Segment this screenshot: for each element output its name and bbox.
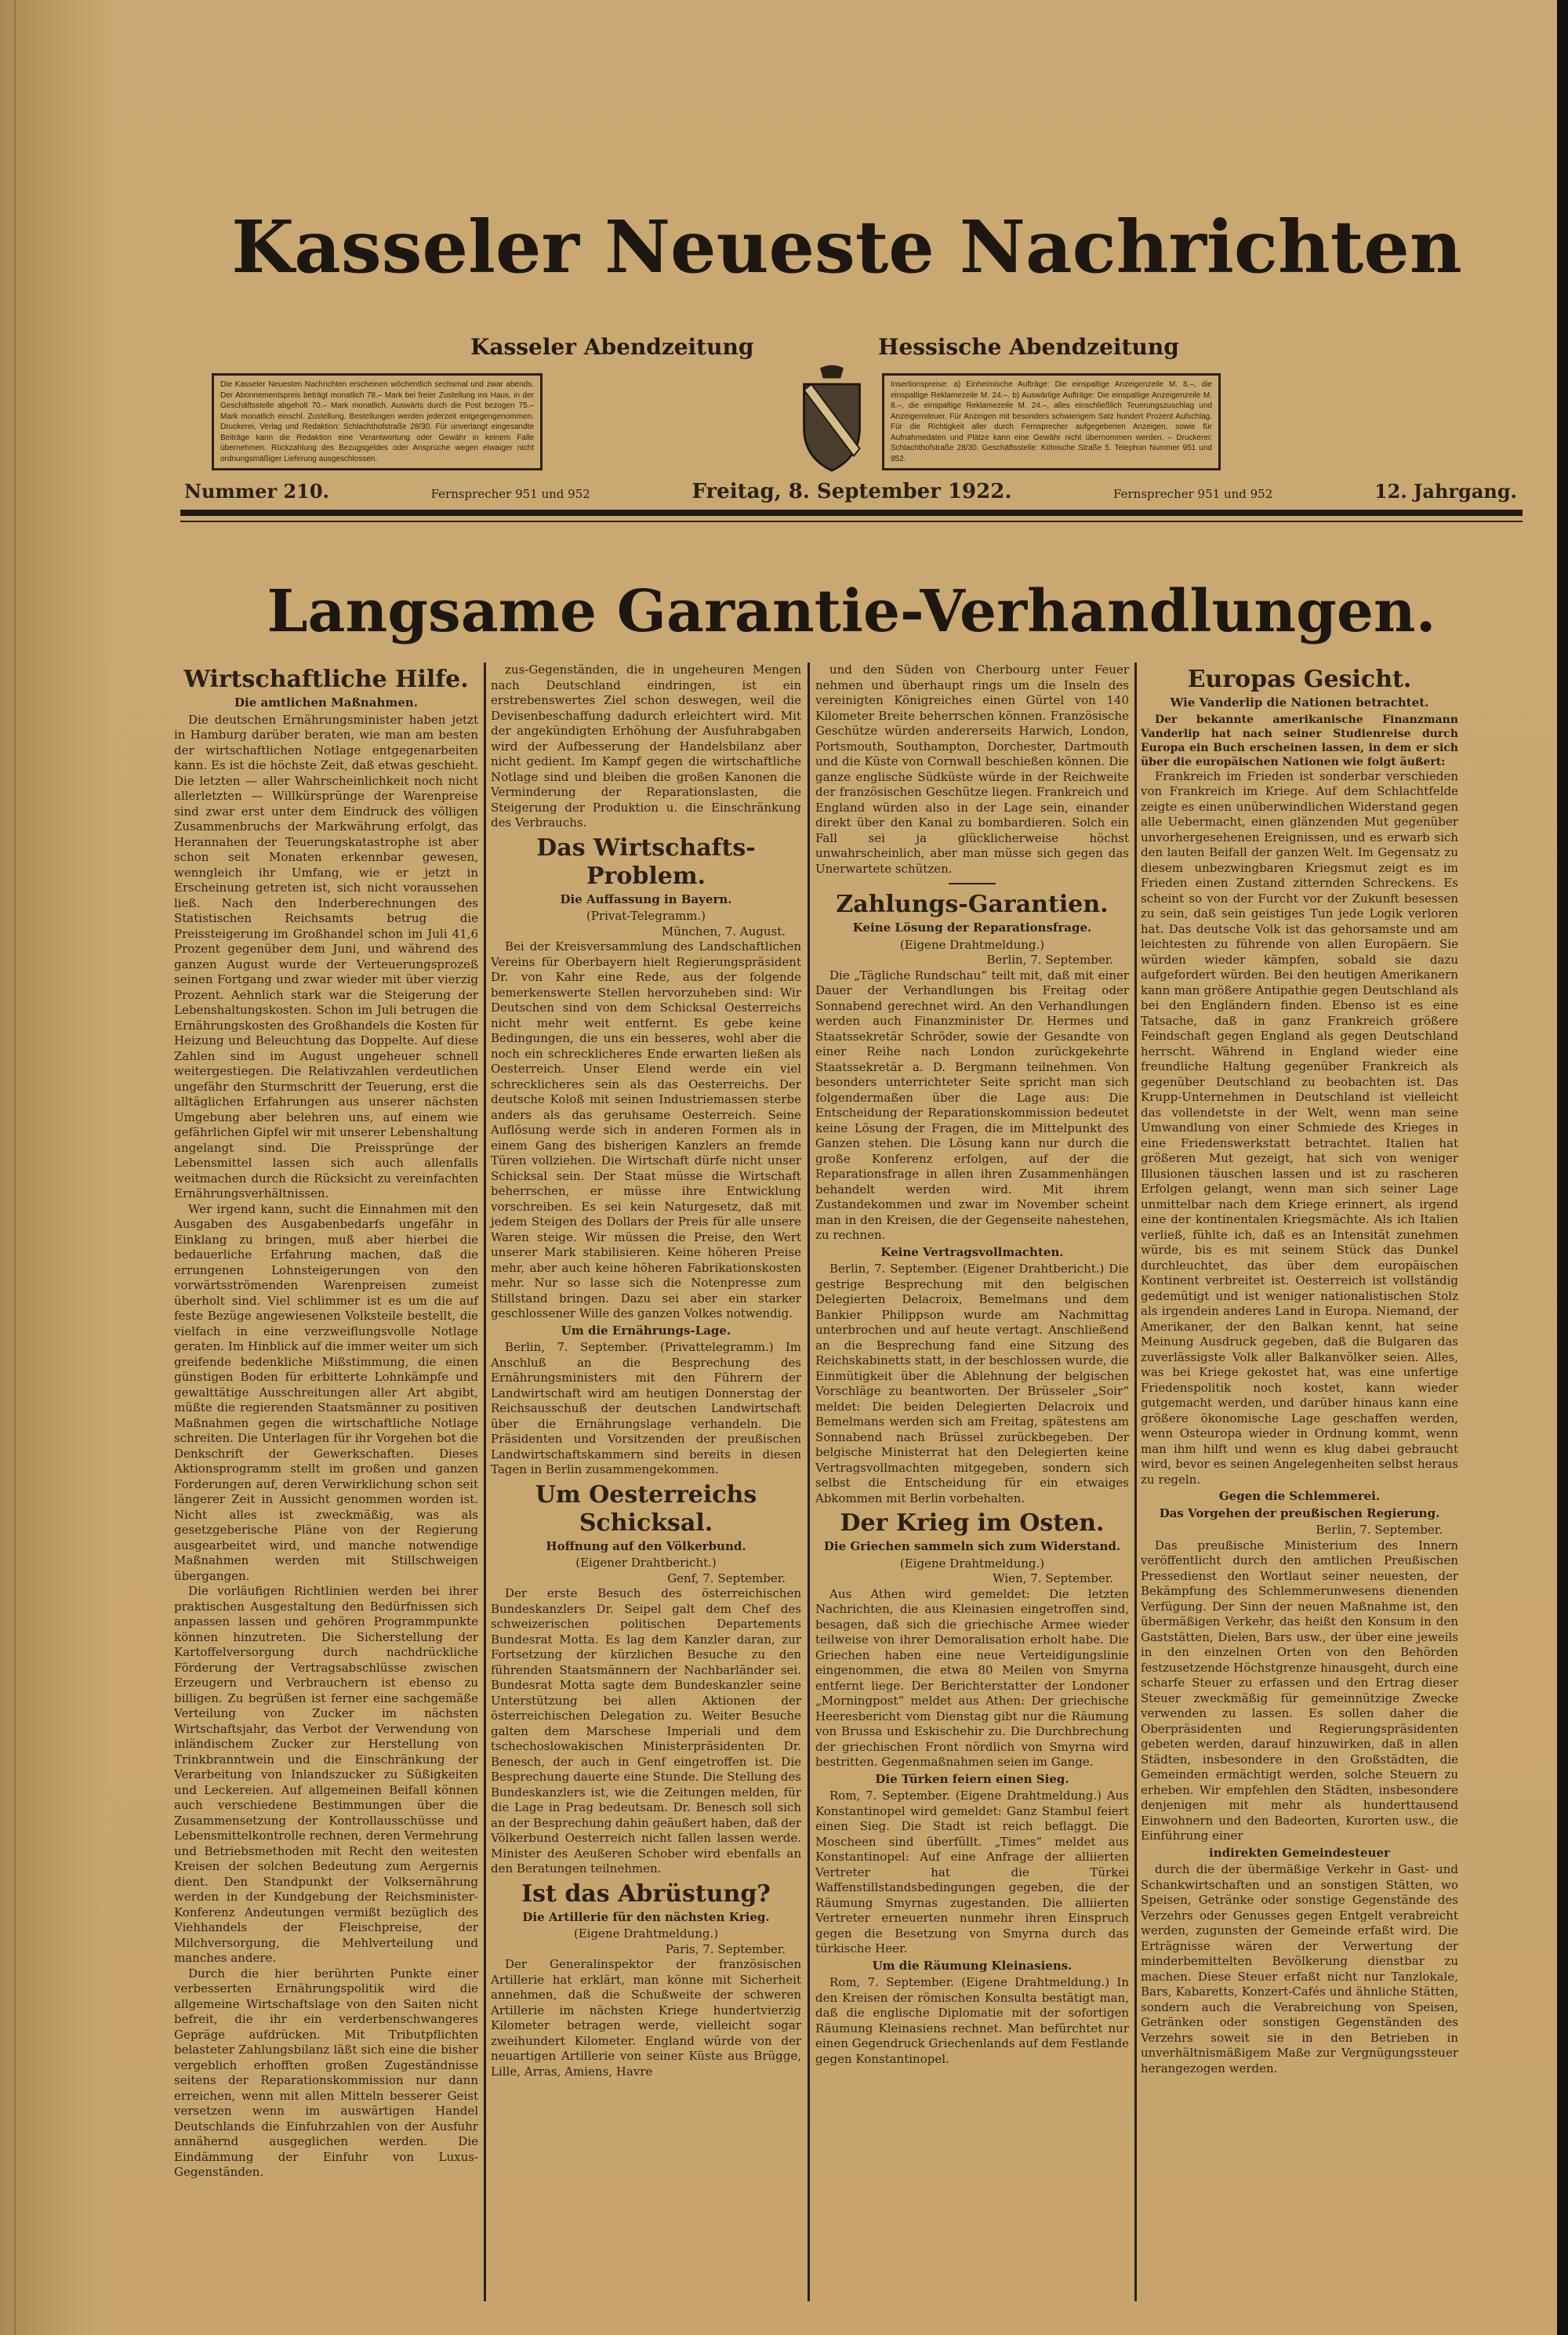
article-subheading: Gegen die Schlemmerei.	[1218, 1489, 1381, 1503]
article-subheading: Um die Ernährungs-Lage.	[561, 1323, 731, 1338]
article-paragraph: Rom, 7. September. (Eigene Drahtmeldung.) Aus Konstantinopel wird gemeldet: Ganz Stambul feiert einen Sieg. Die Stadt ist reich beflaggt. Die Moscheen sind überfüllt. „Times“ meldet aus Konstantinopel: Auf eine Anfrage der alliierten Vertreter hat die Türkei Waffenstillstandsbedingungen gegeben, die der Räumung Smyrnas zugestanden. Die alliierten Vertreter erneuerten nunmehr ihren Einspruch gegen die Besetzung von Smyrna durch das türkische Heer.	[815, 1788, 1129, 1956]
article-subheading: Die amtlichen Maßnahmen.	[234, 695, 418, 710]
article-paragraph: Das preußische Ministerium des Innern veröffentlicht durch den amtlichen Preußischen Pressedienst den Wortlaut seiner neuesten, der Bekämpfung des Schlemmerunwesens dienenden Verfügung. Der Sinn der neuen Maßnahme ist, den übermäßigen Verkehr, das heißt den Konsum in den Gaststätten, Dielen, Bars usw., der über eine jeweils in den einzelnen Orten von den Behörden festzusetzende Höchstgrenze hinausgeht, durch eine scharfe Steuer zu erfassen und den Ertrag dieser Steuer zweckmäßig für gemeinnützige Zwecke verwenden zu lassen. Es sollen daher die Oberpräsidenten und Regierungspräsidenten gebeten werden, darauf hinzuwirken, daß in allen Städten, insbesondere in den Großstädten, die Gemeinden ermächtigt werden, solche Steuern zu erheben. Wir empfehlen den Städten, insbesondere denjenigen mit mehr als hunderttausend Einwohnern und den Badeorten, Kurorten usw., die Einführung einer	[1141, 1538, 1458, 1843]
article-paragraph: Durch die hier berührten Punkte einer verbesserten Ernährungspolitik wird die allgemeine Wirtschaftslage von den Saiten nicht befreit, die ihr ein verderbenschwangeres Gepräge aufdrücken. Mit Tributpflichten belasteter Zahlungsbilanz läßt sich eine die bisher vergeblich erhofften großen Zugeständnisse seitens der Reparationskommission nur dann erreichen, wenn mit allen Mitteln besserer Geist versetzen wenn im auswärtigen Handel Deutschlands die Einfuhrzahlen von der Ausfuhr annähernd ausgeglichen werden. Die Eindämmung der Einfuhr von Luxus-Gegenständen.	[174, 1966, 478, 2179]
article-dateline: München, 7. August.	[661, 924, 786, 939]
article-subheading: Wie Vanderlip die Nationen betrachtet.	[1170, 695, 1429, 710]
subscription-info-box: Die Kasseler Neuesten Nachrichten erscheinen wöchentlich sechsmal und zwar abends. Der Abonnementspreis beträgt monatlich 78.– Mark bei freier Zustellung ins Haus, in der Geschäftsstelle abgeholt 70.– Mark monatlich. Auswärts durch die Post bezogen 75.– Mark monatlich einschl. Zustellung. Bestellungen werden jederzeit entgegengenommen. Druckerei, Verlag und Redaktion: Schlachthofstraße 28/30. Für unverlangt eingesandte Beiträge kann die Redaktion eine Verantwortung oder Gewähr in keinem Falle übernehmen. Rückzahlung des Bezugsgeldes oder Ansprüche wegen etwaiger nicht ordnungsmäßiger Lieferung ausgeschlossen.	[212, 373, 543, 470]
column-2	[491, 663, 801, 2079]
article-source: (Eigene Drahtmeldung.)	[899, 937, 1045, 952]
article-source: (Eigene Drahtmeldung.)	[573, 1926, 719, 1941]
issue-number: Nummer 210.	[184, 480, 329, 503]
article-subheading: Um die Räumung Kleinasiens.	[872, 1958, 1073, 1973]
article-headline: Wirtschaftliche Hilfe.	[183, 666, 469, 693]
article-source: (Eigener Drahtbericht.)	[575, 1556, 717, 1570]
article-subheading: indirekten Gemeindesteuer	[1209, 1845, 1390, 1860]
article-headline: Zahlungs-Garantien.	[836, 891, 1109, 918]
article-subheading: Die Auffassung in Bayern.	[560, 892, 732, 906]
article-paragraph: Frankreich im Frieden ist sonderbar verschieden von Frankreich im Kriege. Auf dem Schlachtfelde zeigte es einen unüberwindlichen Widerstand gegen alle Uebermacht, einen glänzenden Mut gegenüber unvorhergesehenen Ereignissen, und es erwarb sich den lauten Beifall der ganzen Welt. Im Gegensatz zu diesem unbezwingbaren Kriegsmut zeigt es im Frieden einen Zustand zitternden Schreckens. Es scheint so von der Furcht vor der Zukunft besessen zu sein, daß sein geistiges Tun jede Logik verloren hat. Das deutsche Volk ist das gehorsamste und am leichtesten zu führende von allen Europäern. Sie würden wieder kämpfen, sobald sie dazu aufgefordert würden. Bei den heutigen Amerikanern kann man größere Antipathie gegen Deutschland als bei den Engländern finden. Ebenso ist es eine Tatsache, daß in ganz Frankreich größere Feindschaft gegen England als gegen Deutschland herrscht. Während in England wieder eine freundliche Haltung gegenüber Frankreich als gegenüber Deutschland zu beobachten ist. Das Krupp-Unternehmen in Deutschland ist vielleicht das vollendetste in der Welt, wenn man seine Umwandlung von einer Schmiede des Krieges in eine Friedenswerkstatt betrachtet. Italien hat größeren Mut gezeigt, hat sich von weniger Illusionen täuschen lassen und ist zu rascheren Erfolgen gelangt, wenn man sich seiner Lage unmittelbar nach dem Kriege erinnert, als irgend eine der kontinentalen Kriegsmächte. Als ich Italien verließ, fühlte ich, daß es an Intensität zunehmen würde, bis es mit seinem Stück das Dunkel durchleuchtet, das über dem europäischen Kontinent verbreitet ist. Oesterreich ist vollständig gedemütigt und ist weniger nationalistischen Stolz als irgendein anderes Land in Europa. Niemand, der Amerikaner, der den Balkan kennt, hat seine Meinung Ausdruck gegeben, daß die Bulgaren das zuverlässigste Volk aller Balkanvölker seien. Alles, was bei Kriege gekostet hat, was eine unfertige Friedenspolitik noch kostet, kann wieder gutgemacht werden, und darüber hinaus kann eine größere ökonomische Lage geschaffen werden, wenn Osteuropa wieder in Ordnung kommt, wenn man ihm hilft und wenn es klug dabei gebraucht wird, bevor es seinen Angelegenheiten selbst heraus zu regeln.	[1141, 768, 1458, 1487]
volume: 12. Jahrgang.	[1374, 480, 1517, 503]
article-paragraph: Die „Tägliche Rundschau“ teilt mit, daß mit einer Dauer der Verhandlungen bis Freitag oder Sonnabend gerechnet wird. An den Verhandlungen werden auch Finanzminister Dr. Hermes und Staatssekretär Schröder, sowie der Gesandte von einer Reihe nach London zurückgekehrte Staatssekretär a. D. Bergmann teilnehmen. Von besonders unterrichteter Seite spricht man sich folgendermaßen über die Lage aus: Die Entscheidung der Reparationskommission bedeutet keine Lösung der Fragen, die im Mittelpunkt des Ganzen stehen. Die Lösung kann nur durch die große Konferenz erfolgen, auf der die Reparationsfrage in allen ihren Zusammenhängen behandelt werden wird. Mit ihrem Zustandekommen und zwar im November scheint man in den Kreisen, die der Gegenseite nahestehen, zu rechnen.	[815, 968, 1129, 1242]
article-headline: Um Oesterreichs Schicksal.	[535, 1480, 757, 1537]
article-dateline: Berlin, 7. September.	[986, 953, 1113, 967]
article-headline: Ist das Abrüstung?	[521, 1879, 771, 1908]
page-fold-edge	[0, 0, 110, 2335]
article-subheading: Das Vorgehen der preußischen Regierung.	[1159, 1505, 1440, 1520]
issue-date: Freitag, 8. September 1922.	[691, 480, 1012, 503]
phone-left: Fernsprecher 951 und 952	[430, 487, 590, 501]
article-paragraph: Bei der Kreisversammlung des Landschaftlichen Vereins für Oberbayern hielt Regierungspräsident Dr. von Kahr eine Rede, aus der folgende bemerkenswerte Stellen hervorzuheben sind: Wir Deutschen sind von dem Schicksal Oesterreichs nicht mehr weit entfernt. Es gebe keine Bedingungen, die uns ein besseres, wohl aber die noch ein schrecklicheres Ende erwarten ließen als Oesterreich. Unser Elend werde ein viel schrecklicheres sein als das Oesterreichs. Der deutsche Koloß mit seinen Industriemassen sterbe anders als das geruhsame Oesterreich. Seine Auflösung werde sich in anderen Formen als in einem Gang des bisherigen Kanzlers an fremde Türen vollziehen. Die Wirtschaft dürfe nicht unser Schicksal sein. Der Staat müsse die Wirtschaft beherrschen, er müsse ihre Entwicklung vorschreiben. Es sei kein Naturgesetz, daß mit jedem Steigen des Dollars der Preis für alle unsere Waren steige. Wir müssen die Preise, den Wert unserer Mark stabilisieren. Keine höheren Preise mehr, aber auch keine höheren Fabrikationskosten mehr. Nur so lasse sich die Notenpresse zum Stillstand bringen. Dazu sei aber ein starker geschlossener Wille des ganzen Volkes notwendig.	[491, 939, 801, 1320]
section-rule	[949, 883, 996, 884]
article-subheading: Keine Lösung der Reparationsfrage.	[852, 921, 1092, 935]
masthead-rule	[180, 510, 1523, 516]
article-paragraph: Der Generalinspektor der französischen Artillerie hat erklärt, man könne mit Sicherheit annehmen, daß die Schußweite der schweren Artillerie im nächsten Kriege hundertvierzig Kilometer betragen werde, vielleicht sogar zweihundert Kilometer. England würde von der neuartigen Artillerie von seiner Küste aus Brügge, Lille, Arras, Amiens, Havre	[491, 1957, 801, 2079]
article-source: (Eigene Drahtmeldung.)	[899, 1556, 1045, 1571]
column-divider	[484, 663, 486, 2301]
column-3	[815, 663, 1129, 2067]
masthead-rule-thin	[180, 521, 1523, 522]
column-1	[174, 663, 478, 2181]
article-headline: Der Krieg im Osten.	[840, 1509, 1105, 1537]
article-paragraph: und den Süden von Cherbourg unter Feuer nehmen und überhaupt rings um die Inseln des vereinigten Königreiches einen Gürtel von 140 Kilometer Breite beherrschen können. Französische Geschütze würden andererseits Harwich, London, Portsmouth, Southampton, Dorchester, Dartmouth und die Küste von Cornwall beschießen können. Die ganze englische Südküste würde in der Reichweite der französischen Geschütze liegen. Frankreich und England würden also in der Lage sein, einander direkt über den Kanal zu bombardieren. Solch ein Fall sei ja glücklicherweise höchst unwahrscheinlich, aber man müsse sich gegen das Unerwartete schützen.	[815, 663, 1129, 876]
column-divider	[808, 663, 810, 2301]
scan-border	[1557, 0, 1568, 2335]
article-dateline: Genf, 7. September.	[667, 1571, 786, 1585]
main-headline: Langsame Garantie-Verhandlungen.	[267, 578, 1436, 645]
column-divider	[1134, 663, 1137, 2301]
dateline	[184, 480, 1517, 505]
masthead-subtitle-right: Hessische Abendzeitung	[878, 334, 1179, 360]
article-paragraph: durch die der übermäßige Verkehr in Gast- und Schankwirtschaften und an sonstigen Stätten, wo Speisen, Getränke oder sonstige Gegenstände des Verzehrs oder Genusses gegen Entgelt verabreicht werden, zugunsten der Gemeinde erfaßt wird. Die Erträgnisse wären der Verwertung der minderbemittelten Bevölkerung dienstbar zu machen. Diese Steuer erfaßt nicht nur Tanzlokale, Bars, Kabaretts, Konzert-Cafés und ähnliche Stätten, sondern auch die Verabreichung von Speisen, Getränken oder sonstigen Gegenständen des Verzehrs soweit sie in den Betrieben in unverhältnismäßigem Maße zur Vergnügungssteuer herangezogen werden.	[1141, 1862, 1458, 2075]
article-paragraph: Die vorläufigen Richtlinien werden bei ihrer praktischen Ausgestaltung den Bedürfnissen sich anpassen lassen und gehören Programmpunkte können hinzutreten. Die Sicherstellung der Kartoffelversorgung durch nachdrückliche Förderung der Vertragsabschlüsse zwischen Erzeugern und Verbrauchern ist ebenso zu billigen. Zu begrüßen ist ferner eine sachgemäße Verteilung von Zucker im nächsten Wirtschaftsjahr, das Verbot der Verwendung von inländischem Zucker zur Herstellung von Trinkbranntwein und die Einschränkung der Verarbeitung von Inlandszucker zu Süßigkeiten und Leckereien. Auf allgemeinen Beifall können auch verschiedene Bestimmungen über die Zusammensetzung der Kontrollausschüsse und Lebensmittelkontrolle rechnen, deren Vermehrung und Betriebsmethoden mit Recht den weitesten Kreisen der solchen Bedeutung zum Aergernis dient. Den Standpunkt der Volksernährung werden in der Kundgebung der Reichsminister-Konferenz Andeutungen vermißt bezüglich des Viehhandels der Fleischpreise, der Milchversorgung, die Mehlverteilung und manches andere.	[174, 1584, 478, 1965]
article-paragraph: Aus Athen wird gemeldet: Die letzten Nachrichten, die aus Kleinasien eingetroffen sind, besagen, daß sich die griechische Armee wieder teilweise von ihrer Demoralisation erholt habe. Die Griechen haben eine neue Verteidigungslinie eingenommen, die etwa 80 Meilen von Smyrna entfernt liege. Der Berichterstatter der Londoner „Morningpost“ meldet aus Athen: Der griechische Heeresbericht vom Dienstag gibt nur die Räumung von Brussa und Eskischehir zu. Die Durchbrechung der griechischen Front nördlich von Smyrna wird bestritten. Gegenmaßnahmen seien im Gange.	[815, 1586, 1129, 1769]
coat-of-arms-icon	[796, 362, 868, 472]
article-headline: Das Wirtschafts-Problem.	[536, 833, 756, 890]
article-subheading: Hoffnung auf den Völkerbund.	[546, 1538, 746, 1553]
article-subheading: Die Artillerie für den nächsten Krieg.	[522, 1909, 770, 1924]
article-paragraph: zus-Gegenständen, die in ungeheuren Mengen nach Deutschland eindringen, ist ein erstrebenswertes Ziel schon deswegen, weil die Devisenbeschaffung dadurch erleichtert wird. Mit der angekündigten Erhöhung der Ausfuhrabgaben wird der Aufbesserung der Handelsbilanz aber nicht gedient. Im Kampf gegen die wirtschaftliche Notlage sind und bleiben die großen Kanonen die Verminderung der Reparationslasten, die Steigerung der Produktion u. die Einschränkung des Verbrauchs.	[491, 663, 801, 830]
phone-right: Fernsprecher 951 und 952	[1113, 487, 1273, 501]
article-lead: Der bekannte amerikanische Finanzmann Vanderlip hat nach seiner Studienreise durch Europa ein Buch erscheinen lassen, in dem er sich über die europäischen Nationen wie folgt äußert:	[1141, 713, 1458, 768]
column-4	[1141, 663, 1458, 2076]
article-dateline: Wien, 7. September.	[993, 1571, 1113, 1585]
article-headline: Europas Gesicht.	[1187, 666, 1412, 693]
article-dateline: Berlin, 7. September.	[1316, 1523, 1443, 1537]
advertising-rates-box: Insertionspreise: a) Einheimische Aufträge: Die einspaltige Anzeigenzeile M. 8.–, die einspaltige Reklamezeile M. 24.–. b) Auswärtige Aufträge: Die einspaltige Anzeigenzeile M. 8.–, die einspaltige Reklamezeile M. 24.–, alles einschließlich Teuerungszuschlag und Anzeigensteuer. Für Anzeigen mit besonders schwierigem Satz hundert Prozent Aufschlag. Für die Richtigkeit aller durch Fernsprecher aufgegebenen Anzeigen, sowie für Aufnahmedaten und Plätze kann eine Gewähr nicht übernommen werden. – Druckerei: Schlachthofstraße 28/30. Geschäftsstelle: Kölnische Straße 5. Telephon Nummer 951 und 952.	[882, 373, 1221, 470]
article-paragraph: Rom, 7. September. (Eigene Drahtmeldung.) In den Kreisen der römischen Konsulta bestätigt man, daß die englische Diplomatie mit der sofortigen Räumung Kleinasiens rechnet. Man befürchtet nur einen Gegendruck Griechenlands auf dem Festlande gegen Konstantinopel.	[815, 1975, 1129, 2066]
article-subheading: Keine Vertragsvollmachten.	[880, 1244, 1064, 1259]
article-paragraph: Berlin, 7. September. (Privattelegramm.) Im Anschluß an die Besprechung des Ernährungsministers mit den Führern der Landwirtschaft wird am heutigen Donnerstag der Reichsausschuß der deutschen Landwirtschaft über die Ernährungslage verhandeln. Die Präsidenten und Vorsitzenden der preußischen Landwirtschaftskammern sind bereits in diesen Tagen in Berlin zusammengekommen.	[491, 1340, 801, 1476]
article-paragraph: Berlin, 7. September. (Eigener Drahtbericht.) Die gestrige Besprechung mit den belgischen Delegierten Delacroix, Bemelmans und dem Bankier Philippson wurde am Nachmittag unterbrochen und auf heute vertagt. Anschließend an die Besprechung fand eine Sitzung des Reichskabinetts statt, in der beschlossen wurde, die Einmütigkeit über die Ablehnung der belgischen Vorschläge zu beantworten. Der Brüsseler „Soir“ meldet: Die beiden Delegierten Delacroix und Bemelmans werden sich am Freitag, spätestens am Sonnabend nach Brüssel zurückbegeben. Der belgische Ministerrat hat den Delegierten keine Vertragsvollmachten mitgegeben, sondern sich selbst die Entscheidung für ein etwaiges Abkommen mit Berlin vorbehalten.	[815, 1262, 1129, 1505]
masthead-title: Kasseler Neueste Nachrichten	[231, 205, 1462, 289]
article-paragraph: Wer irgend kann, sucht die Einnahmen mit den Ausgaben des Ausgabenbedarfs ungefähr in Einklang zu bringen, muß aber hierbei die bedauerliche Erfahrung machen, daß die errungenen Lohnsteigerungen von den vorwärtsströmenden Warenpreisen zumeist überholt sind. Viel schlimmer ist es um die auf feste Bezüge angewiesenen Volksteile bestellt, die vielfach in eine verzweiflungsvolle Notlage geraten. Im Hinblick auf die immer weiter um sich greifende bedenkliche Mißstimmung, die einen günstigen Boden für erbitterte Lohnkämpfe und gewalttätige Ausschreitungen aller Art abgibt, müßte die regierenden Staatsmänner zu positiven Maßnahmen gegen die wirtschaftliche Notlage schreiten. Die Unterlagen für ihr Vorgehen bot die Denkschrift der Gewerkschaften. Dieses Aktionsprogramm stellt im großen und ganzen Forderungen auf, deren Verwirklichung schon seit längerer Zeit in Aussicht genommen worden ist. Nicht alles ist zweckmäßig, was als gesetzgeberische Pläne von der Regierung ausgearbeitet wird, und manche notwendige Maßnahmen werden mit Stillschweigen übergangen.	[174, 1201, 478, 1583]
article-paragraph: Die deutschen Ernährungsminister haben jetzt in Hamburg darüber beraten, wie man am besten der wirtschaftlichen Notlage entgegenarbeiten kann. Es ist die höchste Zeit, daß etwas geschieht. Die letzten — aller Wahrscheinlichkeit noch nicht allerletzten — Willkürsprünge der Warenpreise sind zwar erst unter dem Eindruck des völligen Zusammenbruchs der Markwährung erfolgt, das Herannahen der Teuerungskatastrophe ist aber schon seit Monaten erkennbar gewesen, wenngleich ihr Umfang, wie er jetzt in Erscheinung getreten ist, sich nicht voraussehen ließ. Nach den Inderberechnungen des Statistischen Reichsamts betrug die Preissteigerung im Großhandel schon im Juli 41,6 Prozent gegenüber dem Juni, und während des ganzen August wurde der Verteuerungsprozeß seinen Fortgang und zwar wieder mit über vierzig Prozent. Aehnlich stark war die Steigerung der Lebenshaltungskosten. Schon im Juli betrugen die Ernährungskosten des Großhandels die Kosten für Heizung und Beleuchtung das Doppelte. Auf diese Zahlen sind im August ungeheuer schnell weitergestiegen. Die Relativzahlen verdeutlichen ungefähr den Sturmschritt der Teuerung, erst die alltäglichen Erfahrungen aus unserer nächsten Umgebung aber belehren uns, auf einem wie gefährlichen Gipfel wir mit unserer Lebenshaltung angelangt sind. Die Preissprünge der Lebensmittel lassen sich auch allenfalls weitmachen durch die Rücksicht zu vereinfachten Ernährungsverhältnissen.	[174, 712, 478, 1200]
article-subheading: Die Türken feiern einen Sieg.	[875, 1771, 1069, 1786]
article-subheading: Die Griechen sammeln sich zum Widerstand.	[823, 1539, 1121, 1553]
masthead-subtitle-left: Kasseler Abendzeitung	[470, 334, 754, 360]
article-paragraph: Der erste Besuch des österreichischen Bundeskanzlers Dr. Seipel galt dem Chef des schweizerischen politischen Departements Bundesrat Motta. Es lag dem Kanzler daran, zur Fortsetzung der kürzlichen Besuche zu den führenden Staatsmännern der Nachbarländer sei. Bundesrat Motta sagte dem Bundeskanzler seine Unterstützung bei allen Aktionen der österreichischen Delegation zu. Weiter Besuche galten dem Marschese Imperiali und dem tschechoslowakischen Ministerpräsidenten Dr. Benesch, der auch in Genf eingetroffen ist. Die Besprechung dauerte eine Stunde. Die Stellung des Bundeskanzlers ist, wie die Zeitungen melden, für die Lage in Prag bedeutsam. Dr. Benesch soll sich an der Besprechung dahin geäußert haben, daß der Völkerbund Oesterreich nicht fallen lassen werde. Minister des Aeußeren Schober wird ebenfalls an den Beratungen teilnehmen.	[491, 1586, 801, 1876]
article-dateline: Paris, 7. September.	[665, 1941, 786, 1956]
article-source: (Privat-Telegramm.)	[586, 909, 706, 923]
